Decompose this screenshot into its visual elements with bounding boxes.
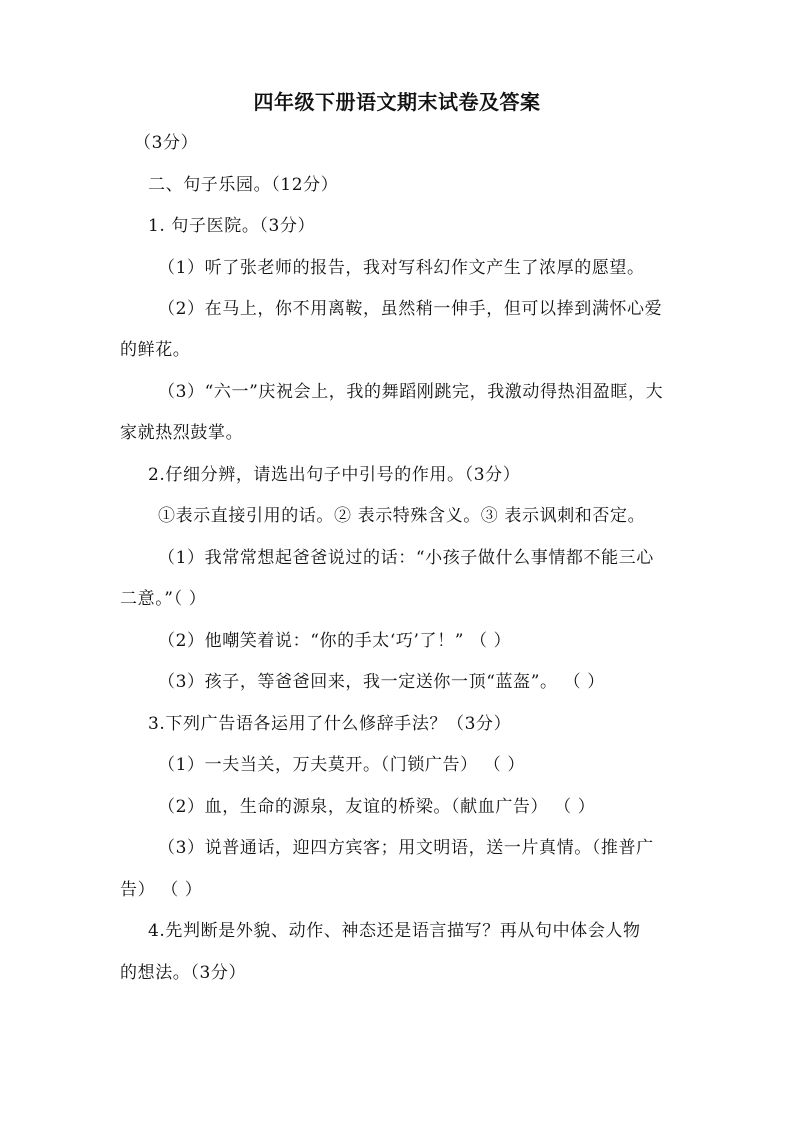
question-2-heading: 2.仔细分辨，请选出句子中引号的作用。（3分） [148, 465, 521, 485]
q2-options: ①表示直接引用的话。② 表示特殊含义。③ 表示讽刺和否定。 [158, 506, 646, 526]
q3-item-2: （2）血，生命的源泉，友谊的桥梁。（献血广告） （ ） [158, 797, 596, 817]
q3-item-3: （3）说普通话，迎四方宾客；用文明语，送一片真情。（推普广 [158, 838, 654, 858]
q1-item-1: （1）听了张老师的报告，我对写科幻作文产生了浓厚的愿望。 [158, 258, 645, 278]
question-4-heading: 4.先判断是外貌、动作、神态还是语言描写？再从句中体会人物 [148, 921, 641, 941]
question-1-heading: 1. 句子医院。（3分） [148, 216, 316, 236]
q2-item-1-cont: 二意。”（ ） [120, 589, 207, 609]
q2-item-2: （2）他嘲笑着说：“你的手太‘巧’了！” （ ） [158, 631, 512, 651]
question-4-heading-cont: 的想法。（3分） [120, 963, 247, 983]
q1-item-2-cont: 的鲜花。 [120, 340, 191, 360]
q2-item-1: （1）我常常想起爸爸说过的话：“小孩子做什么事情都不能三心 [158, 548, 654, 568]
question-3-heading: 3.下列广告语各运用了什么修辞手法？（3分） [148, 714, 512, 734]
q2-item-3: （3）孩子，等爸爸回来，我一定送你一顶“蓝盔”。 （ ） [158, 672, 605, 692]
q3-item-1: （1）一夫当关，万夫莫开。（门锁广告） （ ） [158, 755, 525, 775]
score-note: （3分） [134, 133, 199, 153]
q3-item-3-cont: 告） （ ） [120, 880, 203, 900]
section-heading-sentences: 二、句子乐园。（12分） [148, 175, 339, 195]
q1-item-3: （3）“六一”庆祝会上，我的舞蹈刚跳完，我激动得热泪盈眶，大 [158, 382, 664, 402]
document-title: 四年级下册语文期末试卷及答案 [253, 90, 541, 114]
q1-item-3-cont: 家就热烈鼓掌。 [120, 423, 244, 443]
q1-item-2: （2）在马上，你不用离鞍，虽然稍一伸手，但可以捧到满怀心爱 [158, 299, 663, 319]
